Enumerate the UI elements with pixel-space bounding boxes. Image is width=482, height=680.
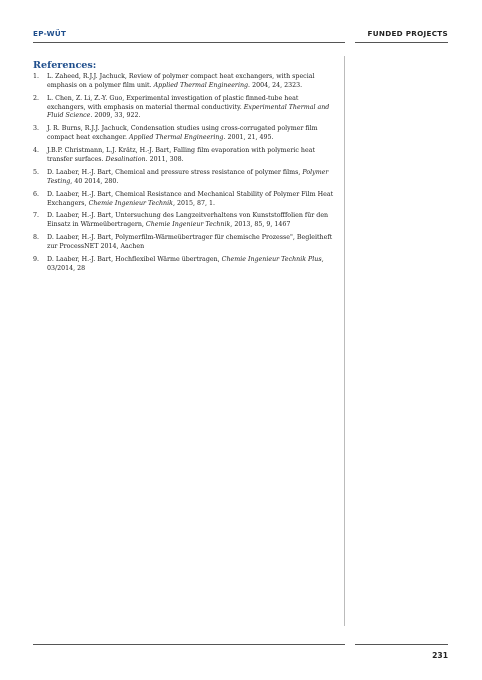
reference-item: 5. D. Laaber, H.-J. Bart, Chemical and pressure stress resistance of polymer films, Polymer Testing, 40 2014, 280. — [33, 168, 329, 185]
running-header-right: FUNDED PROJECTS — [367, 29, 448, 38]
references-heading: References: — [33, 60, 97, 71]
reference-item: 8. D. Laaber, H.-J. Bart, Polymerfilm-Wärmeübertrager für chemische Prozesse", Begleitheft zur ProcessNET 2014, Aachen — [33, 234, 333, 251]
header-rule-right — [355, 42, 448, 43]
reference-item: 7. D. Laaber, H.-J. Bart, Untersuchung des Langzeitverhaltens von Kunststofffolien für den Einsatz in Wärmeübertragern, Chemie Ingenieur Technik, 2013, 85, 9, 1467 — [33, 212, 329, 229]
reference-item: 3. J. R. Burns, R.J.J. Jachuck, Condensation studies using cross-corrugated polymer film compact heat exchanger. Applied Thermal Engineering. 2001, 21, 495. — [33, 125, 318, 142]
running-header-left: EP-WÜT — [33, 29, 67, 38]
header-rule-left — [33, 42, 345, 43]
references-list — [33, 73, 335, 278]
reference-item: 9. D. Laaber, H.-J. Bart, Hochflexibel Wärme übertragen, Chemie Ingenieur Technik Plus, 03/2014, 28 — [33, 256, 324, 272]
column-divider — [344, 56, 345, 626]
page-number: 231 — [432, 651, 448, 660]
reference-item: 1. L. Zaheed, R.J.J. Jachuck, Review of polymer compact heat exchangers, with special emphasis on a polymer film unit. Applied Thermal Engineering. 2004, 24, 2323. — [33, 73, 315, 89]
footer-rule-left — [33, 644, 345, 645]
reference-item: 4. J.B.P. Christmann, L.J. Krätz, H.-J. Bart, Falling film evaporation with polymeric heat transfer surfaces. Desalination. 2011, 308. — [33, 147, 315, 163]
reference-item: 6. D. Laaber, H.-J. Bart, Chemical Resistance and Mechanical Stability of Polymer Film Heat Exchangers, Chemie Ingenieur Technik, 2015, 87, 1. — [33, 190, 334, 207]
reference-item: 2. L. Chen, Z. Li, Z.-Y. Guo, Experimental investigation of plastic finned-tube heat exchangers, with emphasis on material thermal conductivity. Experimental Thermal and Fluid Science. 2009, 33, 922. — [33, 94, 330, 120]
footer-rule-right — [355, 644, 448, 645]
